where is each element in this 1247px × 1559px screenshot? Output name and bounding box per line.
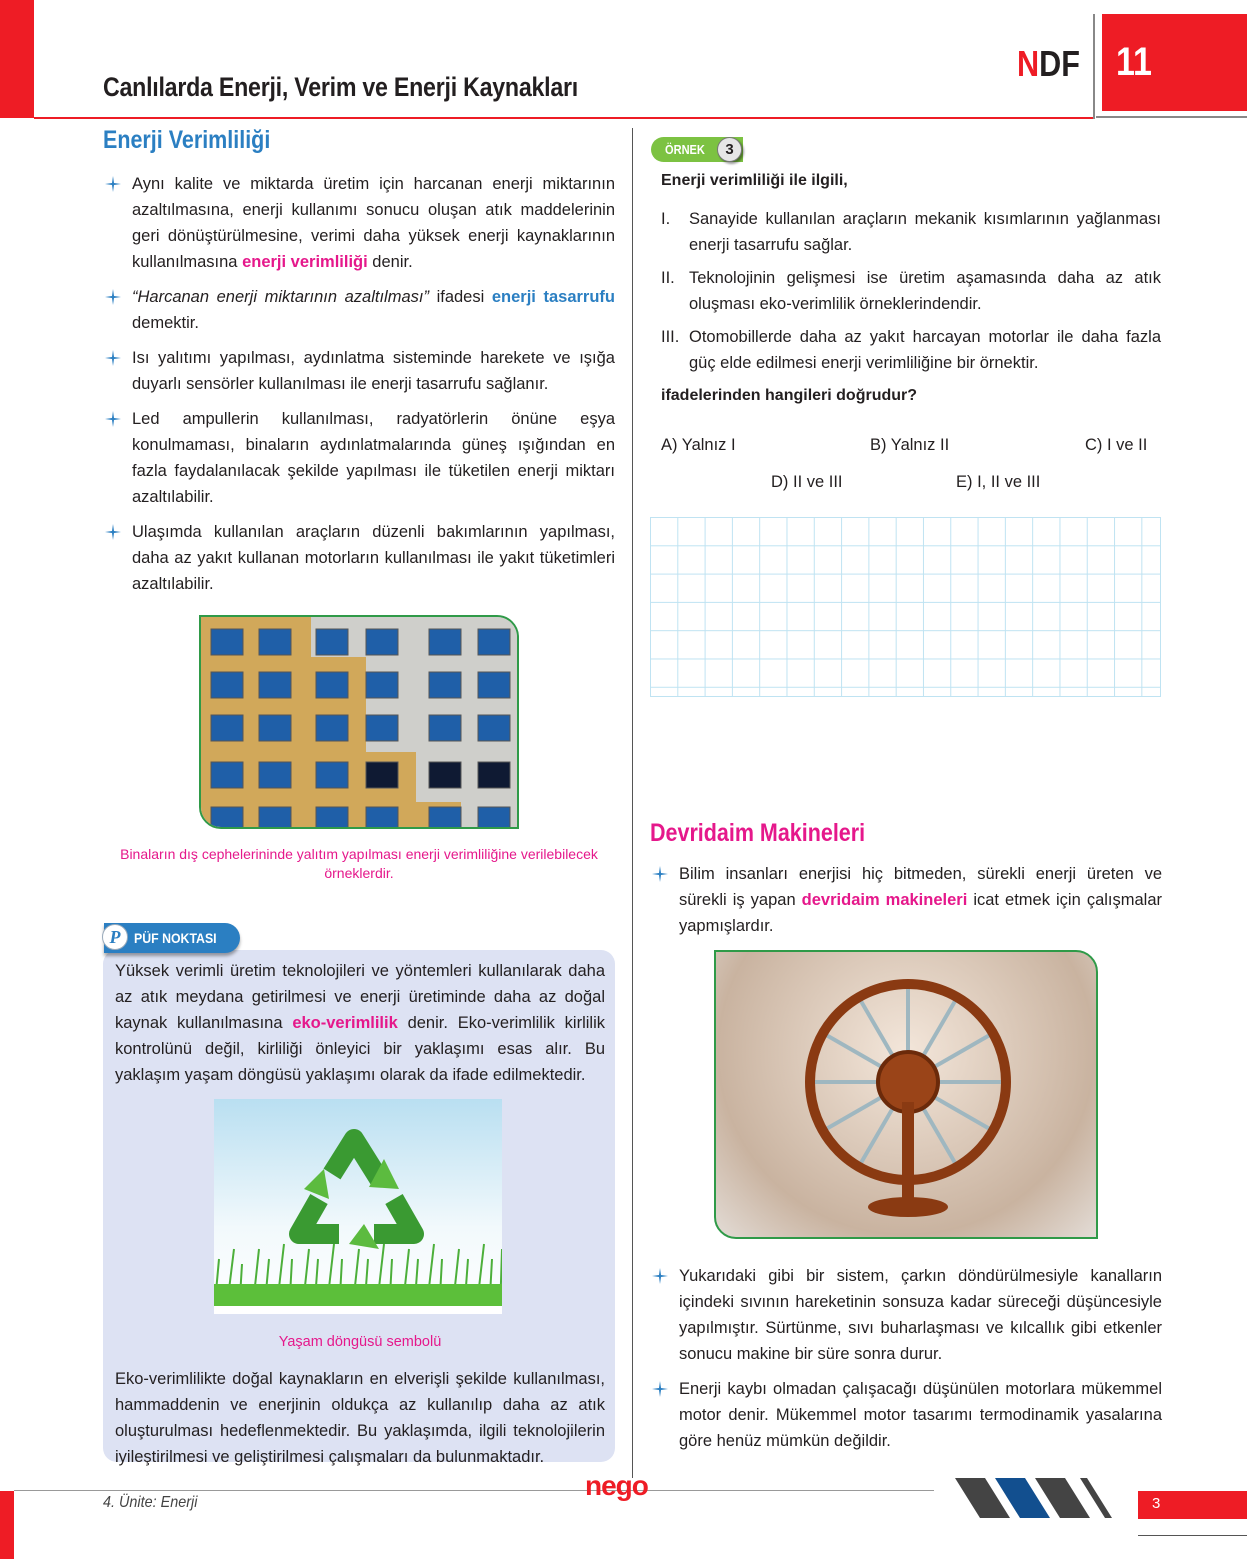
tip-badge xyxy=(104,923,240,953)
section-title-enerji-verimliligi: Enerji Verimliliği xyxy=(103,126,271,154)
example-badge-label: ÖRNEK xyxy=(665,142,705,157)
bullet-item: Led ampullerin kullanılması, radyatörlerin önüne eşya konulmaması, binaların aydınlatmalarında güneş ışığından en fazla faydalanılacak şekilde yapılması ile tüketilen enerji miktarı azaltılabilir. xyxy=(103,406,615,510)
bullet-item: Ulaşımda kullanılan araçların düzenli bakımlarının yapılması, daha az yakıt kullanan motorların kullanılması ile yakıt tüketimleri azaltılabilir. xyxy=(103,519,615,597)
star-bullet-icon xyxy=(105,350,121,366)
star-bullet-icon xyxy=(105,176,121,192)
brand-n: N xyxy=(1017,43,1040,84)
perpetual-motion-wheel-photo xyxy=(714,950,1098,1239)
star-bullet-icon xyxy=(105,411,121,427)
wheel-illustration xyxy=(716,952,1098,1239)
footer-unit-label: 4. Ünite: Enerji xyxy=(103,1494,198,1511)
page-number-rule xyxy=(1138,1535,1247,1536)
page-title: Canlılarda Enerji, Verim ve Enerji Kaynakları xyxy=(103,72,578,102)
brand-df: DF xyxy=(1039,43,1080,84)
grade-label: 11 xyxy=(1116,40,1152,84)
statement-item: II. Teknolojinin gelişmesi ise üretim aşamasında daha az atık oluşması eko-verimlilik örneklerindendir. xyxy=(661,269,1161,313)
footer-accent-bar xyxy=(0,1491,14,1559)
bullet-item: “Harcanan enerji miktarının azaltılması” ifadesi enerji tasarrufu demektir. xyxy=(103,284,615,336)
star-bullet-icon xyxy=(652,1268,668,1284)
brand-logo xyxy=(1017,43,1080,85)
footer-stripes-decoration xyxy=(955,1478,1155,1518)
star-bullet-icon xyxy=(652,1381,668,1397)
building-insulation-photo xyxy=(199,615,519,829)
option-b[interactable]: B) Yalnız II xyxy=(870,436,950,454)
bullet-item: Yukarıdaki gibi bir sistem, çarkın döndürülmesiyle kanalların içindeki sıvının hareketinin sonsuza kadar süreceği düşüncesiyle yapılmıştır. Sürtünme, sıvı buharlaşması ve kılcallık gibi etkenler sonucu makine bir süre sonra durur. xyxy=(650,1263,1162,1367)
enerji-verimliligi-bullets xyxy=(103,171,615,606)
question-stem: Enerji verimliliği ile ilgili, xyxy=(661,172,848,189)
term-devridaim-makineleri: devridaim makineleri xyxy=(801,891,968,909)
devridaim-bullets xyxy=(650,1263,1162,1463)
term-enerji-verimliligi: enerji verimliliği xyxy=(242,253,368,271)
term-eko-verimlilik: eko-verimlilik xyxy=(292,1014,398,1032)
star-bullet-icon xyxy=(105,289,121,305)
header-rule xyxy=(34,117,1094,119)
column-divider xyxy=(632,128,633,1478)
option-c[interactable]: C) I ve II xyxy=(1085,436,1148,454)
footer-rule xyxy=(14,1490,934,1491)
building-photo-caption: Binaların dış cephelerininde yalıtım yapılması enerji verimliliğine verilebilecek örneklerdir. xyxy=(120,846,598,881)
building-facade-illustration xyxy=(201,617,519,829)
brand-separator xyxy=(1093,14,1095,119)
term-enerji-tasarrufu: enerji tasarrufu xyxy=(491,288,615,306)
recycle-icon xyxy=(214,1099,502,1314)
option-d[interactable]: D) II ve III xyxy=(771,473,843,491)
publisher-logo: nego xyxy=(585,1470,648,1501)
option-e[interactable]: E) I, II ve III xyxy=(956,473,1041,491)
devridaim-intro-bullets xyxy=(650,861,1162,948)
star-bullet-icon xyxy=(652,866,668,882)
bullet-item: Enerji kaybı olmadan çalışacağı düşünülen motorlara mükemmel motor denir. Mükemmel motor tasarımı termodinamik yasalarına göre henüz mümkün değildir. xyxy=(650,1376,1162,1454)
statement-item: I. Sanayide kullanılan araçların mekanik kısımlarının yağlanması enerji tasarrufu sağlar. xyxy=(661,210,1161,254)
example-number: 3 xyxy=(717,137,742,162)
tip-badge-label: PÜF NOKTASI xyxy=(134,930,217,946)
bullet-item: Bilim insanları enerjisi hiç bitmeden, sürekli enerji üreten ve sürekli iş yapan devridaim makineleri icat etmek için çalışmalar yapmışlardır. xyxy=(650,861,1162,939)
grade-underline xyxy=(1096,116,1247,118)
left-accent-bar xyxy=(0,0,34,118)
tip-paragraph-1: Yüksek verimli üretim teknolojileri ve yöntemleri kullanılarak daha az atık meydana getirilmesi ve enerji üretiminde daha az doğal kaynak kullanılmasına eko-verimlilik denir. Eko-verimlilik kirlilik kontrolünü değil, kirliliği önleyici bir yaklaşımı esas alır. Bu yaklaşım yaşam döngüsü yaklaşımı olarak da ifade edilmektedir. xyxy=(115,962,605,1084)
bullet-item: Isı yalıtımı yapılması, aydınlatma sisteminde harekete ve ışığa duyarlı sensörler kullanılması ile enerji tasarrufu sağlanır. xyxy=(103,345,615,397)
statement-item: III. Otomobillerde daha az yakıt harcayan motorlar ile daha fazla güç elde edilmesi enerji verimliliğine bir örnektir. xyxy=(661,328,1161,372)
recycle-image-caption: Yaşam döngüsü sembolü xyxy=(278,1334,442,1350)
recycle-symbol-image xyxy=(214,1099,502,1314)
bullet-item: Aynı kalite ve miktarda üretim için harcanan enerji miktarının azaltılmasına, enerji kullanımı sonucu oluşan atık maddelerinin geri dönüştürülmesine, verimi daha yüksek enerji kaynaklarının kullanılmasına enerji verimliliği denir. xyxy=(103,171,615,275)
question-prompt: ifadelerinden hangileri doğrudur? xyxy=(661,387,918,404)
star-bullet-icon xyxy=(105,524,121,540)
option-a[interactable]: A) Yalnız I xyxy=(661,436,736,454)
section-title-devridaim: Devridaim Makineleri xyxy=(650,819,866,847)
solution-grid-area xyxy=(650,517,1161,697)
tip-paragraph-2: Eko-verimlilikte doğal kaynakların en elverişli şekilde kullanılması, hammaddenin ve enerjinin oldukça az kullanılıp daha az atık oluşturulması hedeflenmektedir. Bu yaklaşımda, ilgili teknolojilerin iyileştirilmesi ve geliştirilmesi çalışmaları da bulunmaktadır. xyxy=(115,1370,605,1466)
example-badge xyxy=(651,137,743,162)
tip-p-icon: P xyxy=(102,924,128,950)
page-number: 3 xyxy=(1152,1495,1161,1512)
statement-list xyxy=(661,206,1161,383)
